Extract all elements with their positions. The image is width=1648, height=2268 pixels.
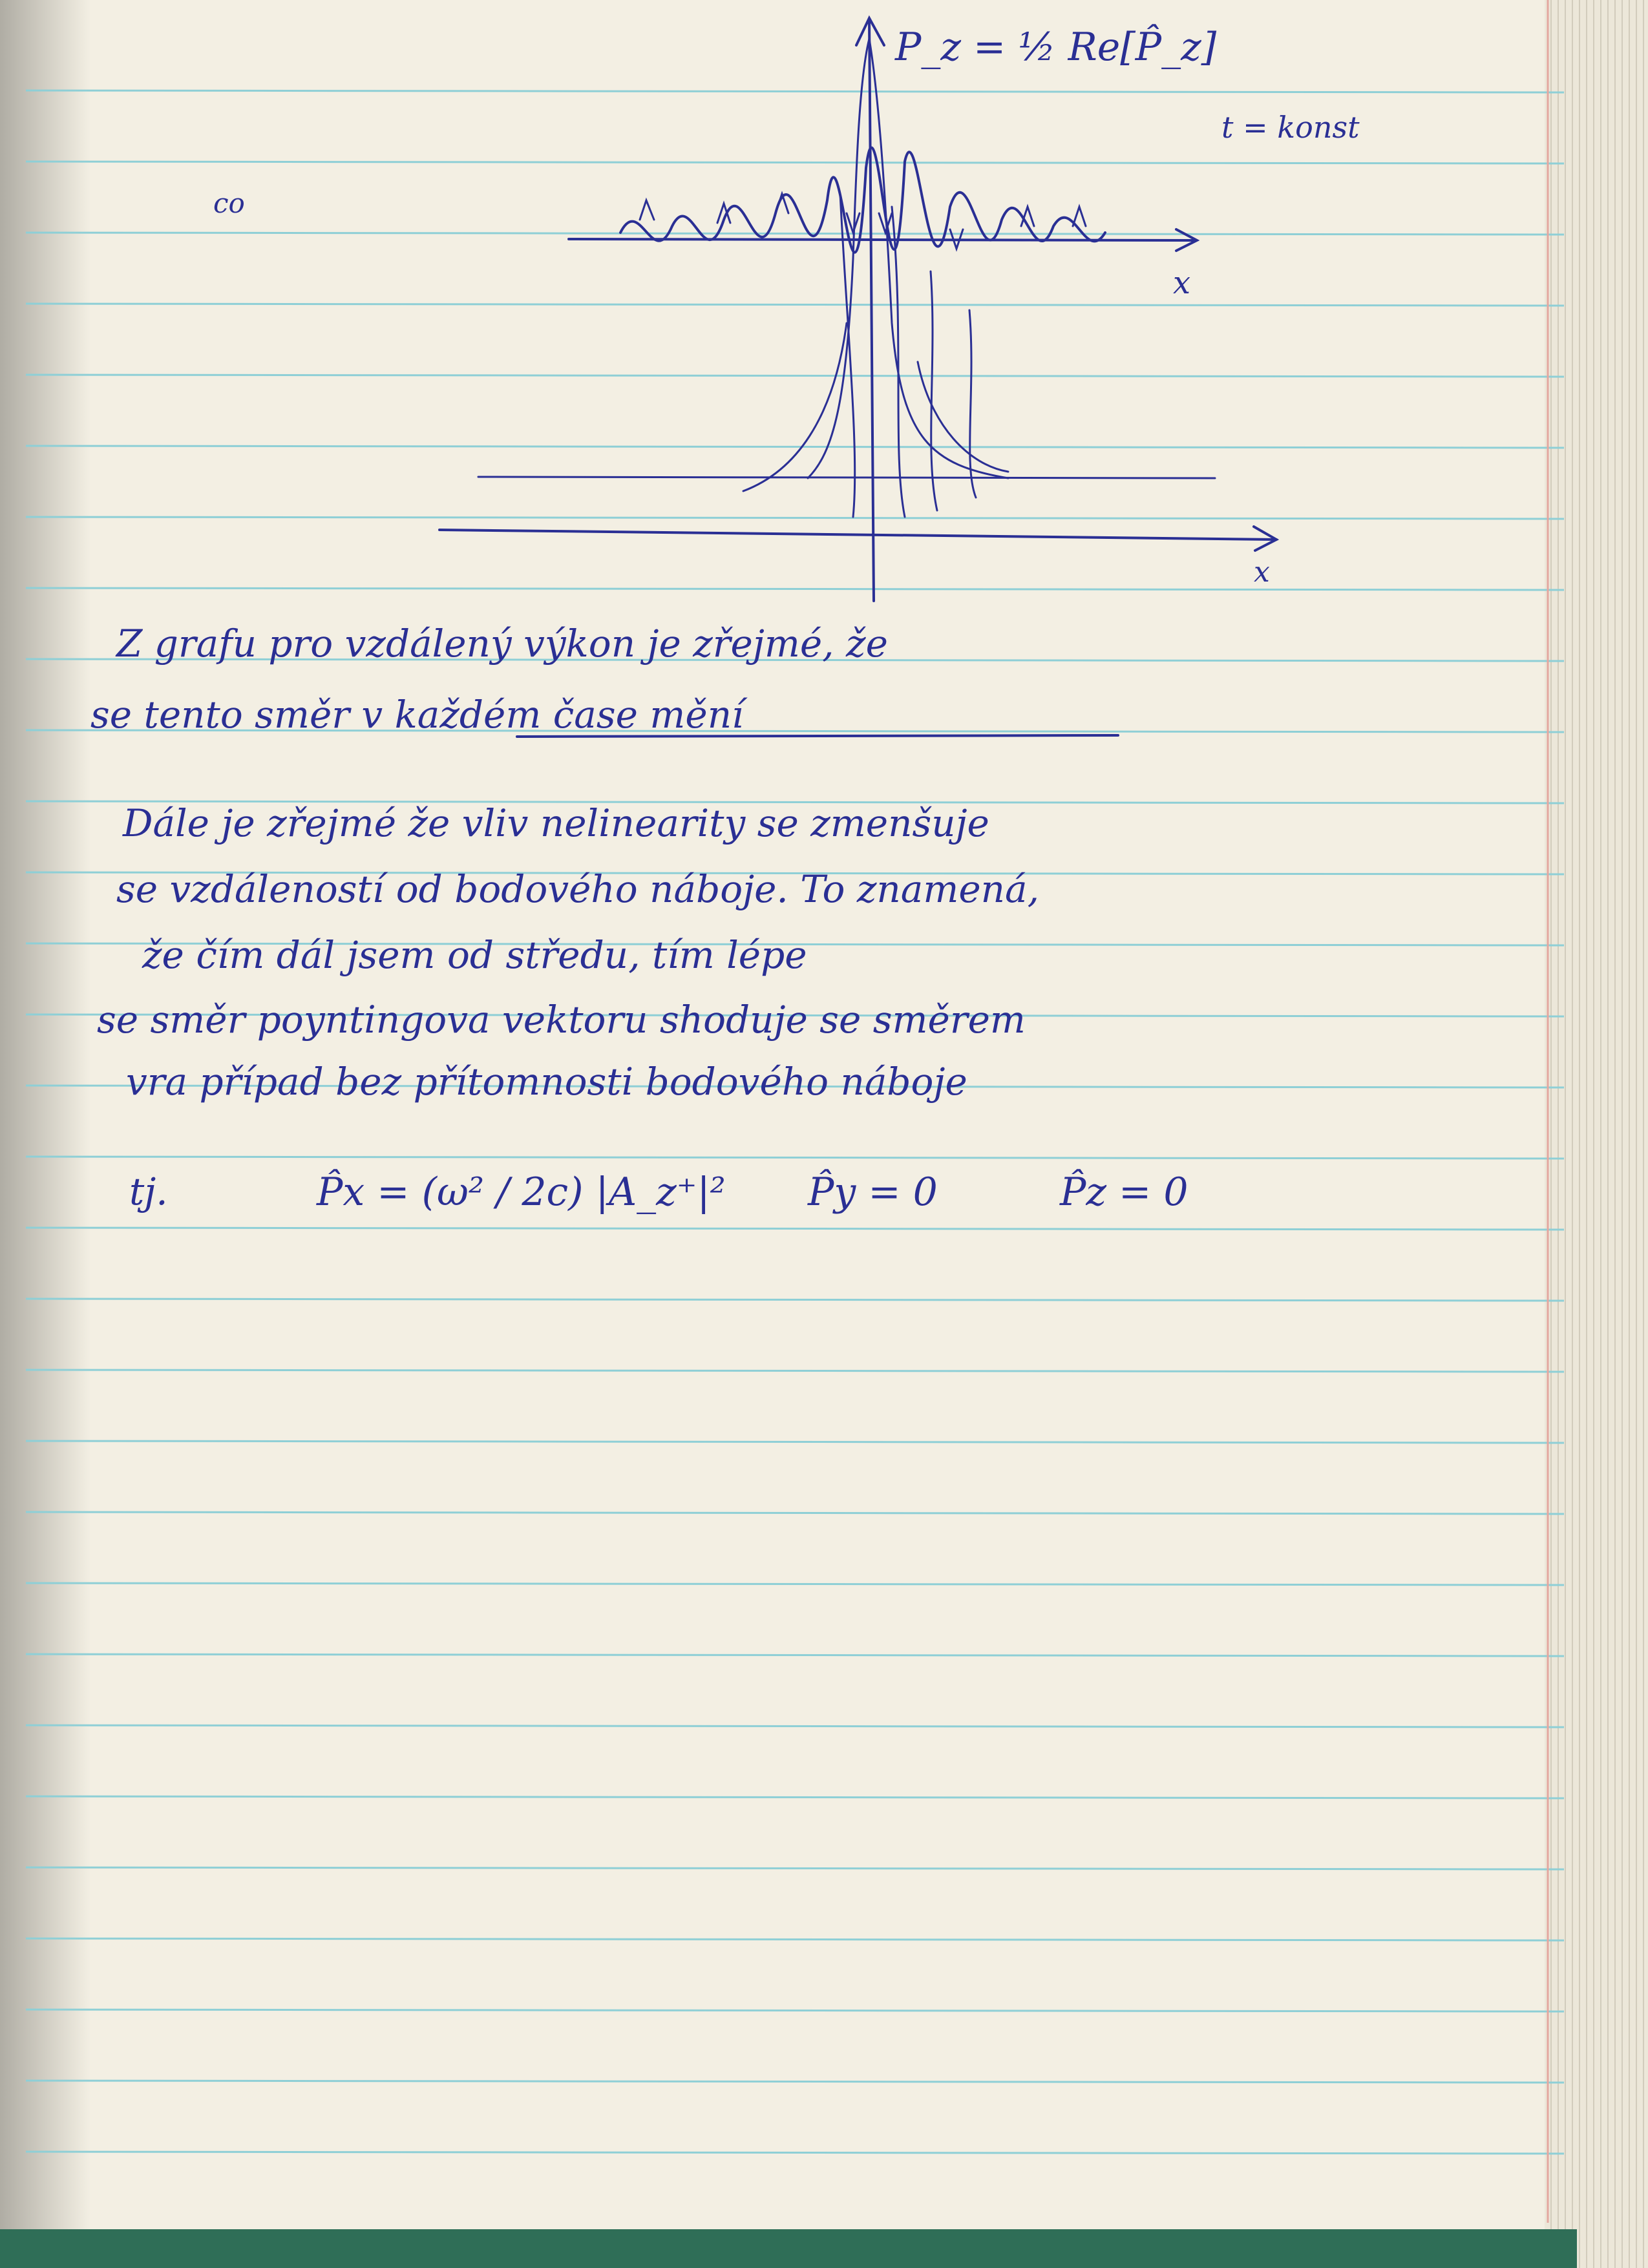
baseline: [478, 477, 1215, 478]
wave-curve: [620, 147, 1105, 252]
paragraph-1-line-2: se tento směr v každém čase mění: [90, 693, 744, 737]
paragraph-1-line-1: Z grafu pro vzdálený výkon je zřejmé, že: [116, 622, 888, 666]
paragraph-2-line-4: se směr poyntingova vektoru shoduje se směrem: [97, 998, 1026, 1042]
dense-oscillation: [840, 194, 976, 517]
equation-py: P̂y = 0: [808, 1170, 938, 1215]
upper-axis-label: x: [1173, 265, 1191, 301]
lower-x-axis: [439, 530, 1276, 540]
envelope-curve: [808, 39, 1008, 478]
paragraph-2-line-3: že čím dál jsem od středu, tím lépe: [142, 933, 807, 977]
paragraph-2-line-1: Dále je zřejmé že vliv nelinearity se zmenšuje: [123, 801, 989, 845]
left-mark: co: [213, 187, 245, 219]
lower-axis-label: x: [1254, 556, 1270, 589]
time-note: t = konst: [1221, 110, 1360, 145]
envelope-side: [743, 323, 1008, 491]
equation-px: P̂x = (ω² / 2c) |A_z⁺|²: [317, 1170, 726, 1215]
vertical-axis: [869, 19, 874, 601]
paragraph-2-line-5: vra případ bez přítomnosti bodového náboje: [126, 1060, 967, 1104]
equation-label: tj.: [129, 1170, 168, 1213]
formula-label: P_z = ½ Re[P̂_z]: [895, 25, 1217, 70]
equation-pz: P̂z = 0: [1060, 1170, 1188, 1215]
paragraph-2-line-2: se vzdáleností od bodového náboje. To znamená,: [116, 867, 1040, 911]
